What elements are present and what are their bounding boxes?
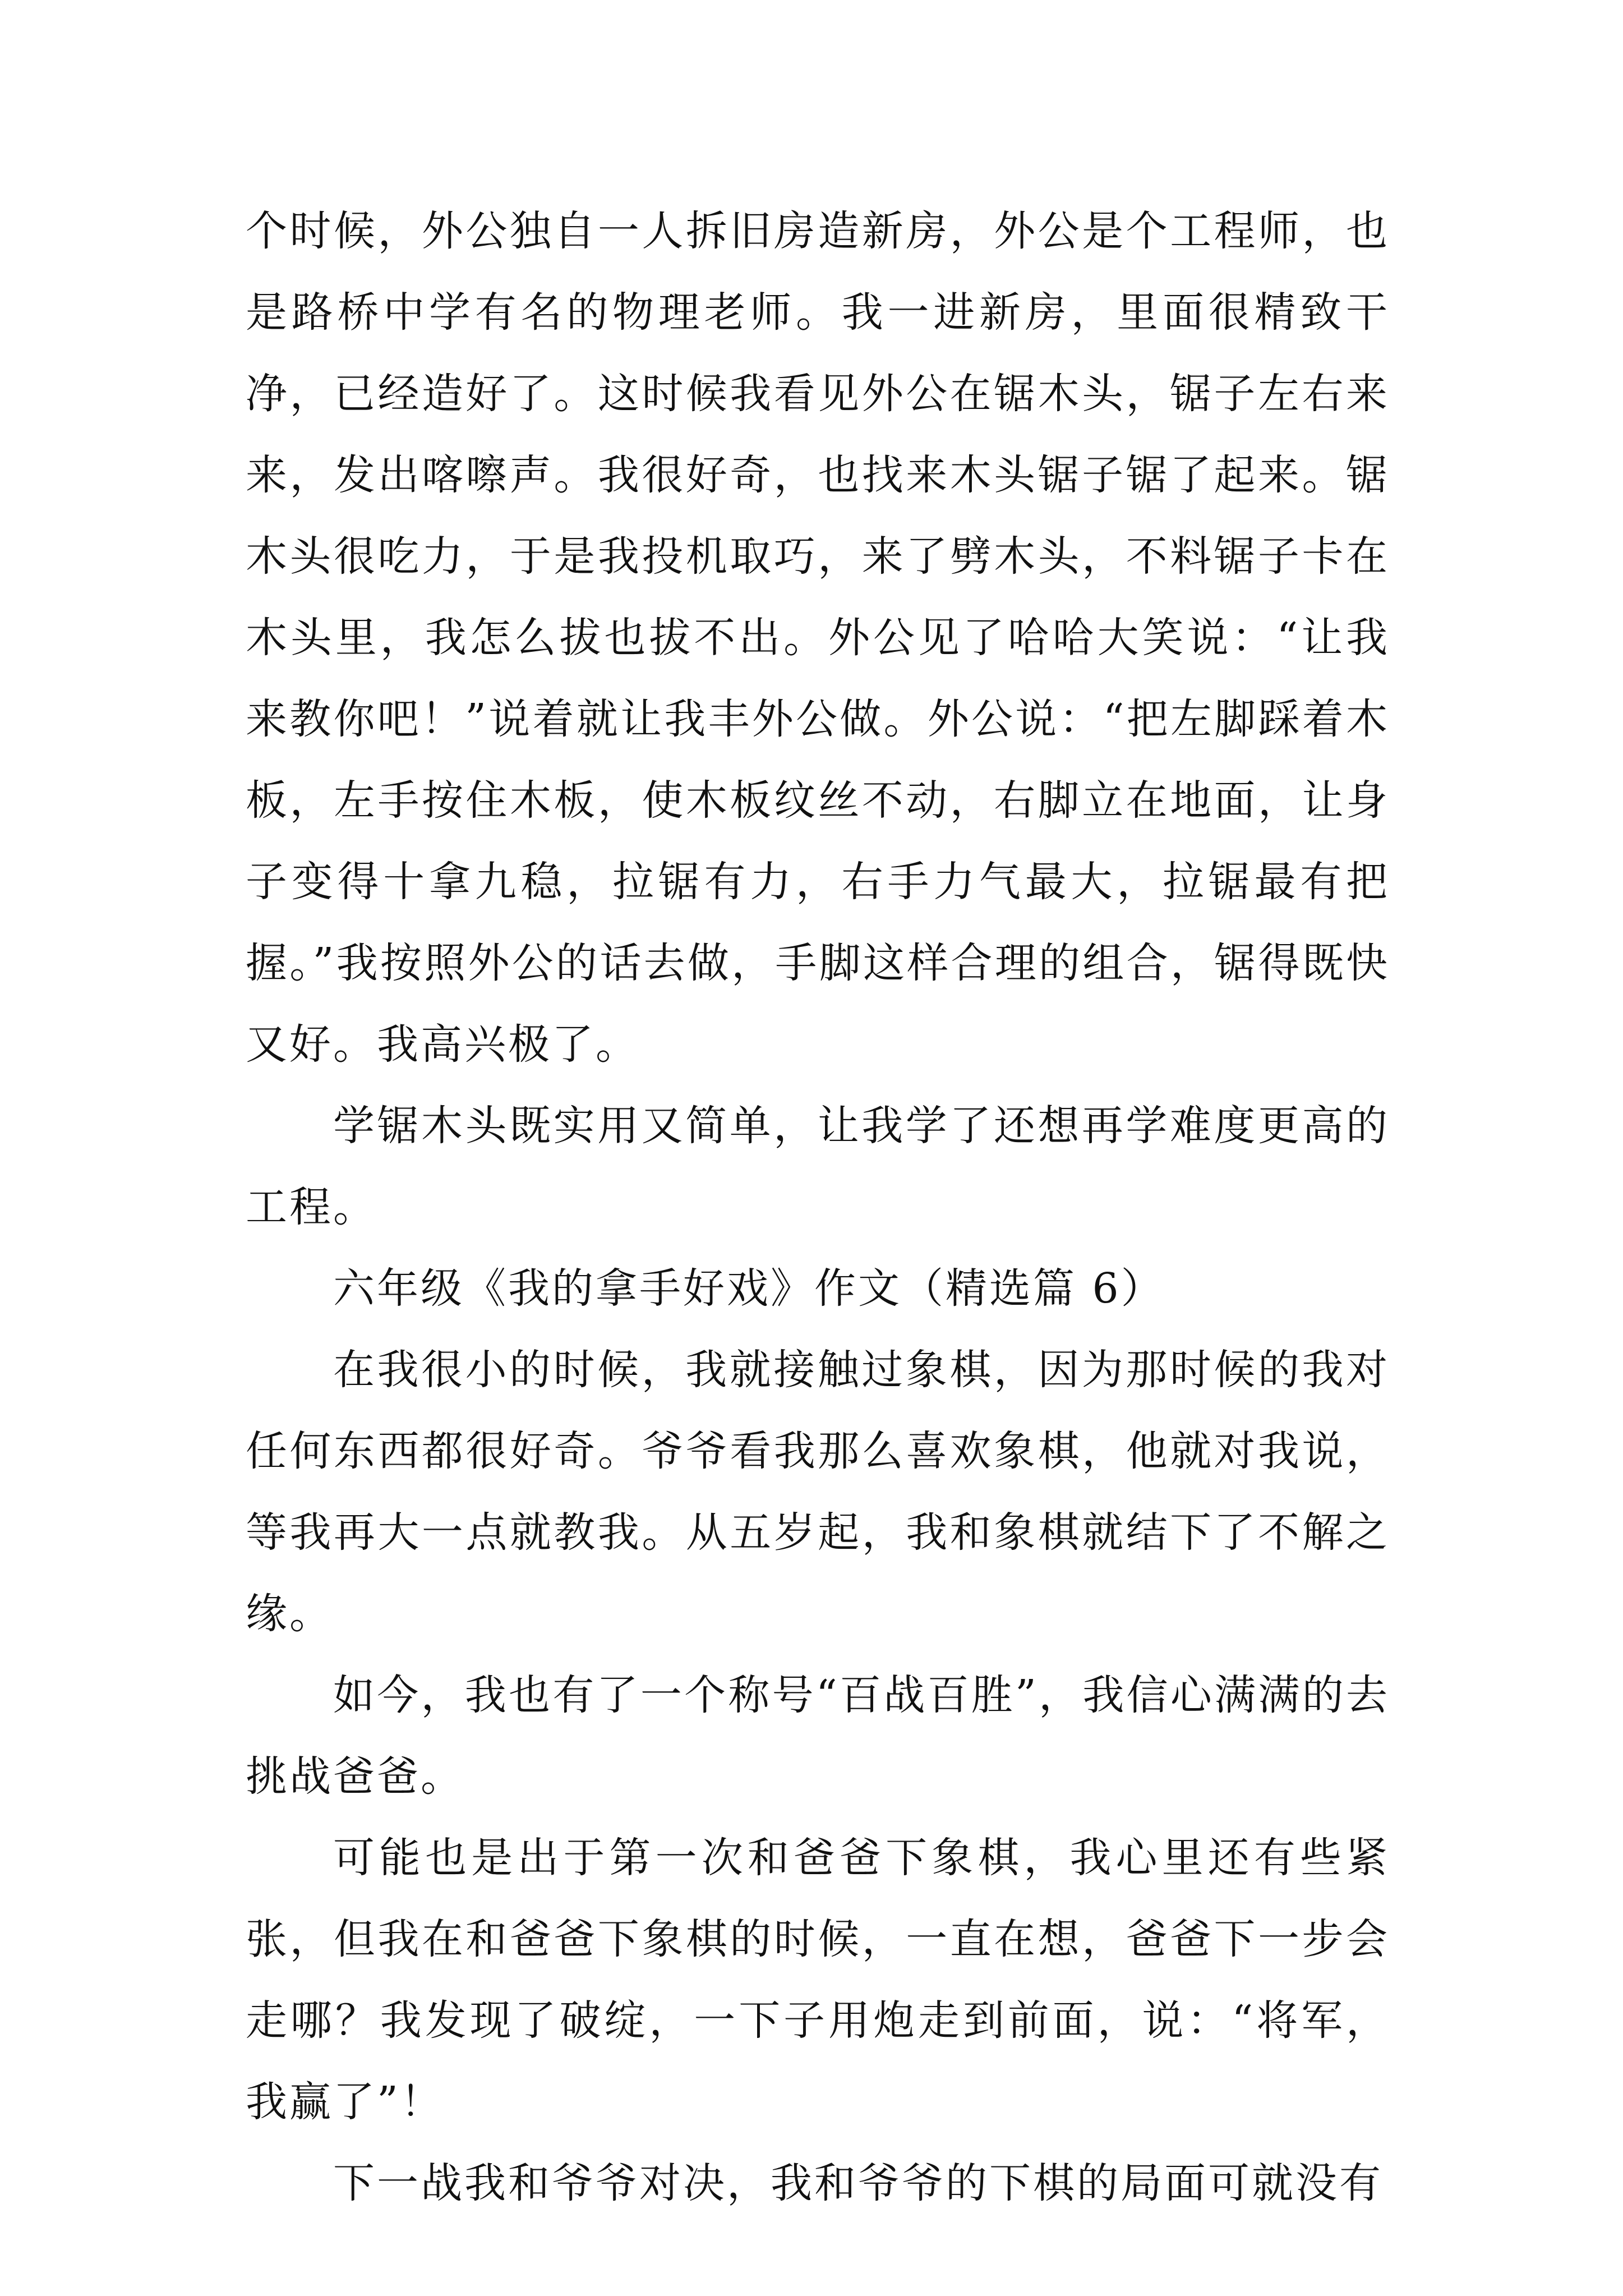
paragraph-4: 如今，我也有了一个称号“百战百胜”，我信心满满的去挑战爸爸。 bbox=[246, 1671, 1390, 1801]
paragraph-5: 可能也是出于第一次和爸爸下象棋，我心里还有些紧张，但我在和爸爸下象棋的时候，一直在想，爸爸下一步会走哪？我发现了破绽，一下子用炮走到前面，说：“将军，我赢了”！ bbox=[246, 1834, 1390, 2126]
paragraph-6: 下一战我和爷爷对决，我和爷爷的下棋的局面可就没有 bbox=[333, 2159, 1383, 2207]
essay-body bbox=[246, 191, 1390, 2224]
paragraph-2: 学锯木头既实用又简单，让我学了还想再学难度更高的工程。 bbox=[246, 1102, 1390, 1231]
paragraph-3: 在我很小的时候，我就接触过象棋，因为那时候的我对任何东西都很好奇。爷爷看我那么喜欢象棋，他就对我说，等我再大一点就教我。从五岁起，我和象棋就结下了不解之缘。 bbox=[246, 1346, 1390, 1638]
paragraph-1: 个时候，外公独自一人拆旧房造新房，外公是个工程师，也是路桥中学有名的物理老师。我一进新房，里面很精致干净，已经造好了。这时候我看见外公在锯木头，锯子左右来来，发出喀嚓声。我很好奇，也找来木头锯子锯了起来。锯木头很吃力，于是我投机取巧，来了劈木头，不料锯子卡在木头里，我怎么拔也拔不出。外公见了哈哈大笑说：“让我来教你吧！”说着就让我丰外公做。外公说：“把左脚踩着木板，左手按住木板，使木板纹丝不动，右脚立在地面，让身子变得十拿九稳，拉锯有力，右手力气最大，拉锯最有把握。”我按照外公的话去做，手脚这样合理的组合，锯得既快又好。我高兴极了。 bbox=[246, 207, 1390, 1069]
essay-heading: 六年级《我的拿手好戏》作文（精选篇 6） bbox=[333, 1264, 1165, 1313]
